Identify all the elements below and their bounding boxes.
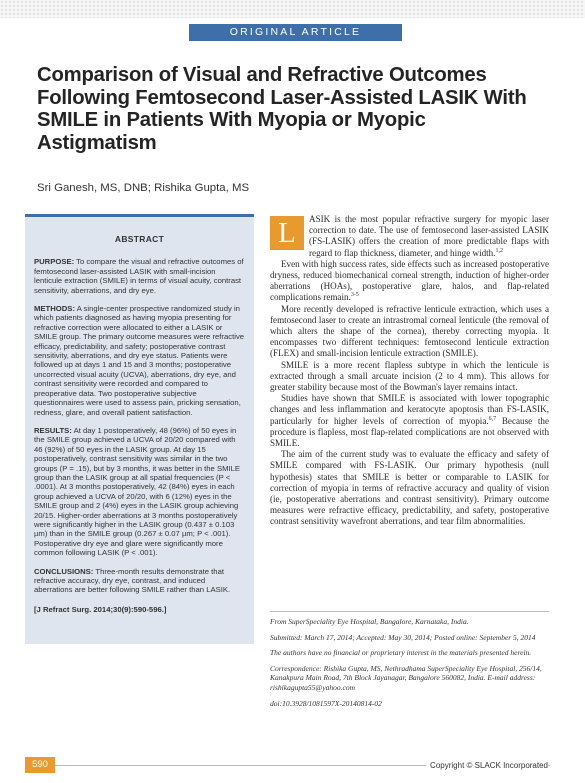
results-label: RESULTS: [34, 425, 72, 435]
doi-note[interactable]: doi:10.3928/1081597X-20140814-02 [270, 698, 382, 708]
purpose-label: PURPOSE: [34, 257, 75, 267]
abstract-conclusions [34, 567, 245, 595]
methods-text: A single-center prospective randomized study in which patients diagnosed as having myopia presenting for refractive correction were allocated to either a LASIK or SMILE group. The primary outcome measures were refractive efficacy, predictability, and safety; postoperative contrast sensitivity, aberrations, and dry eye status. Patients were followed up at days 1 and 15 and 3 months; postoperative uncorrected visual acuity (UCVA), aberrations, dry eye, and contrast sensitivity were recorded and compared to preoperative data. Two postoperative subjective questionnaires were used to assess pain, pricking sensation, redness, glare, and overall patient satisfaction. [34, 304, 245, 417]
disclosure-note: The authors have no financial or proprietary interest in the materials presented herein. [270, 648, 532, 658]
body-paragraph-2 [270, 259, 549, 304]
page-number: 590 [25, 757, 55, 773]
footnotes [270, 617, 549, 714]
body-paragraph-5 [270, 393, 549, 449]
body-text: Because the procedure is flapless, most flap-related complications are not observed with SMILE. [270, 415, 550, 449]
abstract-box [25, 214, 254, 644]
correspondence-note[interactable]: Correspondence: Rishika Gupta, MS, Nethradhama SuperSpeciality Eye Hospital, 256/14, Kanakpura Main Road, 7th Block Jayanagar, Bangalore 560082, India. E-mail address: rishikagupta55@yahoo.com [270, 663, 542, 692]
top-border-pattern [0, 0, 585, 18]
copyright-notice: Copyright © SLACK Incorporated [426, 761, 548, 770]
article-type-tag: ORIGINAL ARTICLE [189, 24, 402, 41]
journal-citation: [J Refract Surg. 2014;30(9):590-596.] [34, 604, 167, 614]
author-list: Sri Ganesh, MS, DNB; Rishika Gupta, MS [37, 182, 250, 194]
abstract-results [34, 426, 245, 558]
conclusions-text: Three-month results demonstrate that refractive accuracy, dry eye, contrast, and induced aberrations are better following SMILE rather than LASIK. [34, 566, 231, 595]
methods-label: METHODS: [34, 304, 75, 314]
body-paragraph-3: More recently developed is refractive lenticule extraction, which uses a femtosecond laser to create an intrastromal corneal lenticule (the removal of which alters the shape of the cornea), thereby correcting myopia. It encompasses two different techniques: femtosecond lenticule extraction (FLEX) and small-incision lenticule extraction (SMILE). [270, 303, 549, 359]
abstract-heading: ABSTRACT [114, 234, 165, 244]
abstract-purpose [34, 257, 245, 295]
reference-marker[interactable]: 1,2 [495, 247, 504, 254]
reference-marker[interactable]: 6,7 [488, 415, 497, 422]
body-text: Studies have shown that SMILE is associated with lower topographic changes and less inflammation and keratocyte apoptosis than FS-LASIK, particularly for higher levels of correction of myopia. [270, 393, 549, 426]
body-text: ASIK is the most popular refractive surgery for myopic laser correction to date. The use of femtosecond laser-assisted LASIK (FS-LASIK) offers the creation of more predictable flaps with regard to flap thickness, diameter, and hinge width. [309, 214, 549, 258]
abstract-methods [34, 304, 245, 417]
purpose-text: To compare the visual and refractive outcomes of femtosecond laser-assisted LASIK with small-incision lenticule extraction (SMILE) in terms of visual acuity, contrast sensitivity, aberrations, and dry eye. [34, 257, 244, 295]
results-text: At day 1 postoperatively, 48 (96%) of 50 eyes in the SMILE group achieved a UCVA of 20/20 compared with 46 (92%) of 50 eyes in the LASIK group. At day 15 postoperatively, contrast sensitivity was similar in the two groups (P = .15), but by 3 months, it was better in the SMILE group than the LASIK group at all spatial frequencies (P < .0001). At 3 months postoperatively, 42 (84%) eyes in each group achieved a UCVA of 20/20, with 6 (12%) eyes in the SMILE group and 2 (4%) eyes in the LASIK group achieving 20/15. Higher-order aberrations at 3 months postoperatively were significantly higher in the LASIK group (0.437 ± 0.103 µm) than in the SMILE group (0.267 ± 0.07 µm; P < .001). Postoperative dry eye and glare were significantly more common following LASIK (P < .001). [34, 425, 241, 558]
body-paragraph-6: The aim of the current study was to evaluate the efficacy and safety of SMILE compared with FS-LASIK. Our primary hypothesis (null hypothesis) states that SMILE is better or comparable to LASIK for correction of myopia in terms of refractive accuracy and quality of vision (ie, postoperative aberrations and contrast sensitivity). Primary outcome measures were refractive efficacy, predictability, and safety, postoperative contrast sensitivity wavefront aberrations, and tear film abnormalities. [270, 449, 549, 527]
article-title: Comparison of Visual and Refractive Outcomes Following Femtosecond Laser-Assisted LASIK With SMILE in Patients With Myopia or Myopic Astigmatism [37, 64, 527, 154]
conclusions-label: CONCLUSIONS: [34, 566, 94, 576]
body-paragraph-4: SMILE is a more recent flapless subtype in which the lenticule is extracted through a small arcuate incision (2 to 4 mm). This allows for greater stability because most of the Bowman's layer remains intact. [270, 359, 549, 393]
body-paragraph-1 [270, 214, 549, 259]
affiliation-note: From SuperSpeciality Eye Hospital, Bangalore, Karnataka, India. [270, 617, 469, 626]
drop-cap: L [270, 216, 304, 250]
dates-note: Submitted: March 17, 2014; Accepted: May 30, 2014; Posted online: September 5, 2014 [270, 632, 536, 642]
article-body [270, 214, 549, 528]
reference-marker[interactable]: 3-5 [350, 292, 359, 299]
body-text: Even with high success rates, side effects such as increased postoperative dryness, reduced biomechanical corneal strength, induction of higher-order aberrations (HOAs), postoperative glare, halos, and flap-related complications remain. [270, 258, 549, 303]
footnote-divider [270, 611, 549, 612]
